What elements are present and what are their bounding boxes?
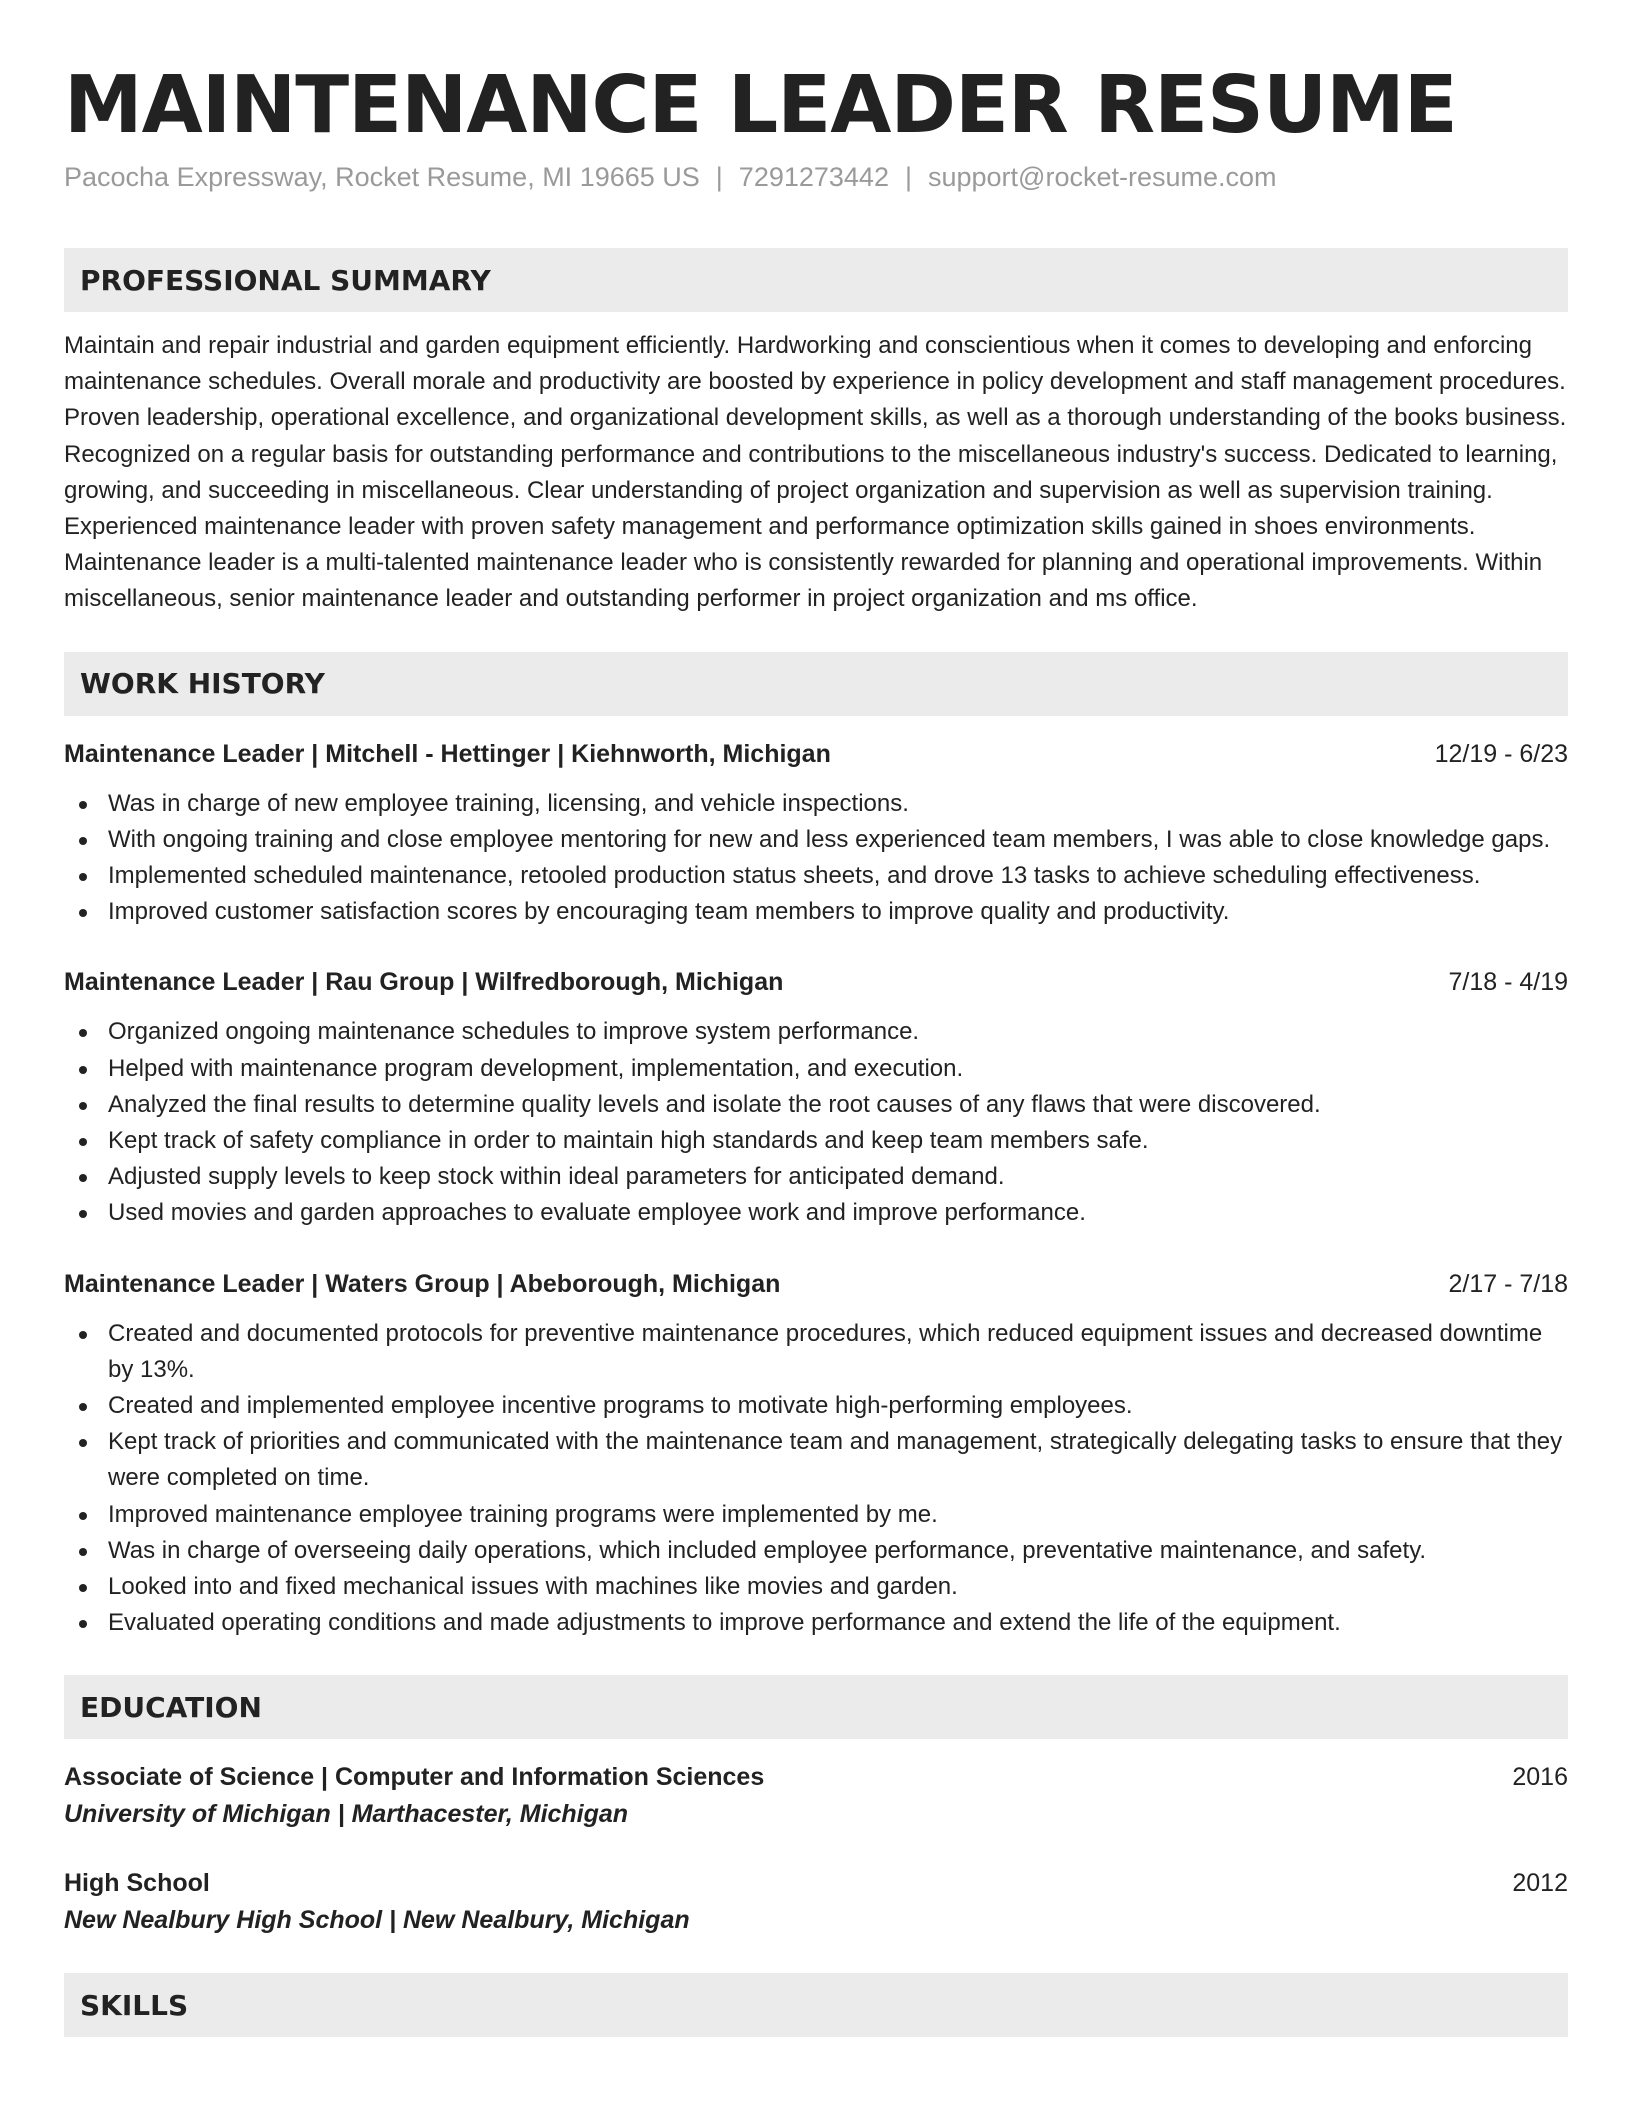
job-header xyxy=(64,1266,1568,1302)
job-bullet: Adjusted supply levels to keep stock within ideal parameters for anticipated demand. xyxy=(64,1159,1568,1195)
contact-phone: 7291273442 xyxy=(738,162,889,192)
education-degree: Associate of Science | Computer and Information Sciences xyxy=(64,1763,765,1792)
job-title: Maintenance Leader | Mitchell - Hettinger | Kiehnworth, Michigan xyxy=(64,739,831,768)
job-bullet: Helped with maintenance program development, implementation, and execution. xyxy=(64,1051,1568,1087)
contact-line xyxy=(64,158,1568,196)
job-header xyxy=(64,964,1568,1000)
job-bullets xyxy=(64,786,1568,931)
job-dates: 12/19 - 6/23 xyxy=(1434,739,1568,768)
job-bullet: Used movies and garden approaches to evaluate employee work and improve performance. xyxy=(64,1195,1568,1231)
contact-address: Pacocha Expressway, Rocket Resume, MI 19665 US xyxy=(64,162,700,192)
job-dates: 2/17 - 7/18 xyxy=(1448,1269,1568,1298)
job-bullet: Created and implemented employee incentive programs to motivate high-performing employees. xyxy=(64,1388,1568,1424)
job-title: Maintenance Leader | Waters Group | Abeborough, Michigan xyxy=(64,1269,781,1298)
resume-page xyxy=(64,0,1568,2037)
contact-email: support@rocket-resume.com xyxy=(927,162,1277,192)
education-year: 2012 xyxy=(1512,1869,1568,1898)
job-entry xyxy=(64,736,1568,931)
contact-separator: | xyxy=(904,162,912,192)
job-bullet: Organized ongoing maintenance schedules to improve system performance. xyxy=(64,1014,1568,1050)
job-bullet: With ongoing training and close employee mentoring for new and less experienced team members, I was able to close knowledge gaps. xyxy=(64,822,1568,858)
job-bullet: Was in charge of overseeing daily operations, which included employee performance, preventative maintenance, and safety. xyxy=(64,1533,1568,1569)
job-entry xyxy=(64,964,1568,1231)
education-year: 2016 xyxy=(1512,1763,1568,1792)
summary-text: Maintain and repair industrial and garden equipment efficiently. Hardworking and conscientious when it comes to developing and enforcing maintenance schedules. Overall morale and productivity are boosted by experience in policy development and staff management procedures. Proven leadership, operational excellence, and organizational development skills, as well as a thorough understanding of the books business. Recognized on a regular basis for outstanding performance and contributions to the miscellaneous industry's success. Dedicated to learning, growing, and succeeding in miscellaneous. Clear understanding of project organization and supervision as well as supervision training. Experienced maintenance leader with proven safety management and performance optimization skills gained in shoes environments. Maintenance leader is a multi-talented maintenance leader who is consistently rewarded for planning and operational improvements. Within miscellaneous, senior maintenance leader and outstanding performer in project organization and ms office. xyxy=(64,332,1567,613)
job-bullet: Improved customer satisfaction scores by encouraging team members to improve quality and productivity. xyxy=(64,894,1568,930)
section-heading-work-history: WORK HISTORY xyxy=(64,652,1568,716)
education-entry xyxy=(64,1759,1568,1833)
job-bullets xyxy=(64,1014,1568,1231)
education-school: New Nealbury High School | New Nealbury, Michigan xyxy=(64,1906,690,1935)
job-title: Maintenance Leader | Rau Group | Wilfredborough, Michigan xyxy=(64,968,784,997)
section-heading-education: EDUCATION xyxy=(64,1675,1568,1739)
job-bullet: Kept track of priorities and communicated with the maintenance team and management, strategically delegating tasks to ensure that they were completed on time. xyxy=(64,1424,1568,1496)
resume-title: MAINTENANCE LEADER RESUME xyxy=(64,59,1457,151)
job-bullet: Implemented scheduled maintenance, retooled production status sheets, and drove 13 tasks to achieve scheduling effectiveness. xyxy=(64,858,1568,894)
contact-separator: | xyxy=(715,162,723,192)
job-entry xyxy=(64,1266,1568,1642)
job-bullet: Analyzed the final results to determine quality levels and isolate the root causes of any flaws that were discovered. xyxy=(64,1087,1568,1123)
section-heading-skills: SKILLS xyxy=(64,1973,1568,2037)
job-header xyxy=(64,736,1568,772)
education-degree: High School xyxy=(64,1869,210,1898)
job-bullet: Looked into and fixed mechanical issues with machines like movies and garden. xyxy=(64,1569,1568,1605)
job-bullet: Created and documented protocols for preventive maintenance procedures, which reduced equipment issues and decreased downtime by 13%. xyxy=(64,1316,1568,1388)
job-bullet: Improved maintenance employee training programs were implemented by me. xyxy=(64,1497,1568,1533)
job-bullet: Kept track of safety compliance in order to maintain high standards and keep team members safe. xyxy=(64,1123,1568,1159)
job-dates: 7/18 - 4/19 xyxy=(1448,968,1568,997)
section-heading-summary: PROFESSIONAL SUMMARY xyxy=(64,248,1568,312)
job-bullets xyxy=(64,1316,1568,1642)
education-school: University of Michigan | Marthacester, Michigan xyxy=(64,1800,629,1829)
job-bullet: Evaluated operating conditions and made adjustments to improve performance and extend the life of the equipment. xyxy=(64,1605,1568,1641)
education-entry xyxy=(64,1865,1568,1939)
job-bullet: Was in charge of new employee training, licensing, and vehicle inspections. xyxy=(64,786,1568,822)
education-header xyxy=(64,1759,1568,1795)
education-header xyxy=(64,1865,1568,1901)
